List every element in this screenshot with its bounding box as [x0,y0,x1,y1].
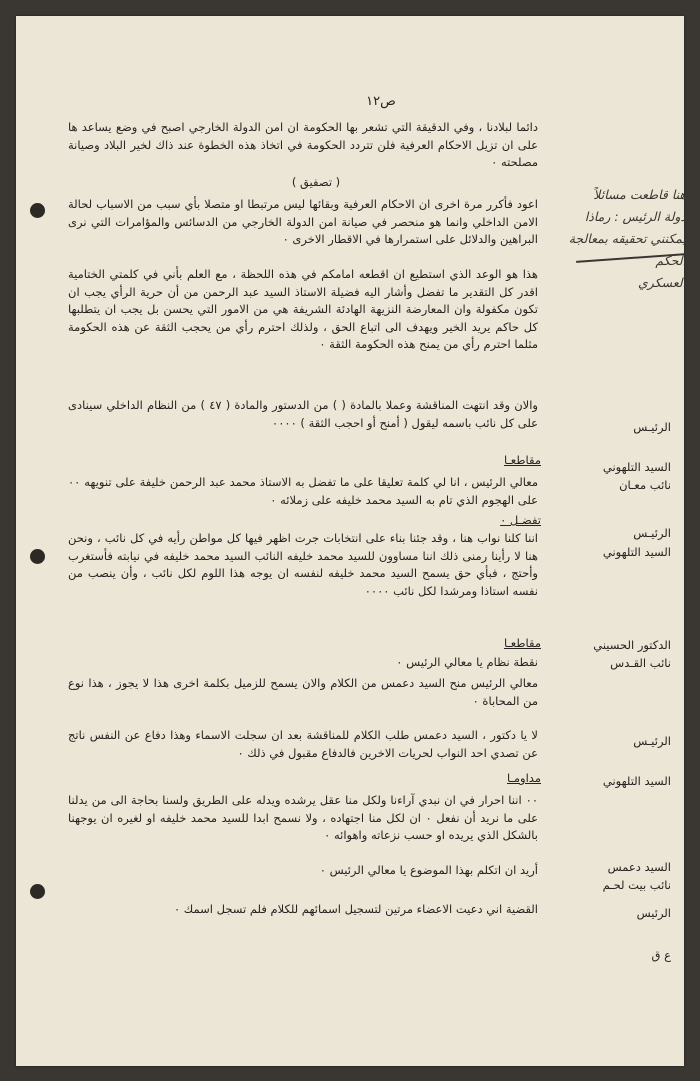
paragraph: أريد ان اتكلم بهذا الموضوع يا معالي الرئيس ٠ [319,863,538,877]
paragraph: لا يا دكتور ، السيد دعمس طلب الكلام للمناقشة بعد ان سجلت الاسماء وهذا دفاع عن النفس ناتج عن تصدي احد النواب لحريات الاخرين فالدفاع مقبول في ذلك ٠ [68,728,538,760]
margin-note-line: دولة الرئيس : رماذا [584,209,686,224]
margin-note-line: هنا قاطعت مسائلاً [593,187,686,202]
paragraph: هذا هو الوعد الذي استطيع ان اقطعه امامكم في هذه اللحظة ، مع العلم بأني في كلمتي الختامية اقدر كل التقدير ما تفضل وأشار اليه فضيلة الاستاذ السيد عبد الرحمن من أن حرية الرأي يجب ان تكون مكفولة وان المعارضة النزيهة الهادئة الشريفة هي من الامور التي يحسن بل يجب ان يتطلبها كل حاكم يريد الخير ويهدف الى اتباع الحق ، ولذلك احترم رأي من يحجب الثقة عن هذه الحكومة مثلما احترم رأي من يمنح هذه الحكومة الثقة ٠ [68,267,538,352]
paragraph: اعود فأكرر مرة اخرى ان الاحكام العرفية وبقائها ليس مرتبطا او متصلا بأي سبب من الاسباب لحالة الامن الداخلي وانما هو منحصر في صيانة امن الدولة الخارجي من الدسائس والمؤامرات التي نرى البراهين والدلائل على استمرارها في الاقطار الاخرى ٠ [68,197,538,247]
margin-note-line: يمكنني تحقيقه بمعالجة الحكم [568,231,686,268]
page-number: ص١٢ [366,94,396,109]
paragraph: القضية اني دعيت الاعضاء مرتين لتسجيل اسمائهم للكلام فلم تسجل اسمك ٠ [173,902,538,916]
speaker-label: الرئيـس [633,526,671,540]
interjection: مقاطعـا [503,453,541,467]
margin-note-line: العسكري [637,275,686,290]
speaker-label [556,458,671,494]
speaker-label: الرئيـس [633,734,671,748]
paragraph: ٠٠ اننا احرار في ان نبدي آراءنا ولكل منا عقل يرشده ويدله على الطريق ولسنا بحاجة الى من يدلنا على ما نريد أن نفعل ٠ ان لكل منا اجتهاده ، ولا نسمح ابدا للسيد محمد خليفه او لغيره ان يوجهنا بالشكل الذي يريده او حسب نزعاته واهوائه ٠ [68,793,538,843]
speaker-name: الدكتور الحسيني [593,638,671,652]
speaker-constituency: نائب القـدس [610,656,671,670]
speaker-label [556,636,671,672]
interjection: مقاطعـا [503,636,541,650]
speaker-name: السيد دعمس [607,860,671,874]
speaker-label: الرئيس [636,906,671,920]
speaker-label: السيد التلهوني [602,545,671,559]
paragraph: معالي الرئيس منح السيد دعمس من الكلام والان يسمح للزميل بكلمة اخرى هذا لا يجوز ، هذا نوع من المحاباة ٠ [68,676,538,708]
interjection: تفضـل ٠ [500,513,541,527]
paragraph: معالي الرئيس ، انا لي كلمة تعليقا على ما تفضل به الاستاذ محمد عبد الرحمن خليفة على تنويهه ٠٠ على الهجوم الذي تام به السيد محمد خليفه على زملائه ٠ [68,475,538,507]
speaker-constituency: نائب معـان [619,478,671,492]
paragraph: والان وقد انتهت المناقشة وعملا بالمادة ( ) من الدستور والمادة ( ٤٧ ) من النظام الداخلي سينادى على كل نائب باسمه ليقول ( أمنح أو احجب الثقة ) ٠٠٠٠ [68,398,538,430]
speaker-name: السيد التلهوني [602,460,671,474]
paragraph: نقطة نظام يا معالي الرئيس ٠ [396,655,538,669]
speaker-label: الرئيـس [633,420,671,434]
applause-note: ( تصفيق ) [291,175,341,189]
speaker-label [556,858,671,894]
page-footer-note: ع ق [651,948,671,962]
paragraph: دائما لبلادنا ، وفي الدقيقة التي تشعر بها الحكومة ان امن الدولة الخارجي اصبح في وضع يساعد ها على ان تزيل الاحكام العرفية فلن تتردد الحكومة في اتخاذ هذه الخطوة عند ذاك لخير البلاد وصيانة مصلحته ٠ [68,120,538,170]
punch-hole [30,203,45,218]
handwritten-margin-note [556,184,686,294]
interjection: مداومـا [507,771,541,785]
punch-hole [30,549,45,564]
speaker-constituency: نائب بيت لحـم [602,878,671,892]
paragraph: اننا كلنا نواب هنا ، وقد جئنا بناء على انتخابات جرت اظهر فيها كل مواطن رأيه في كل نائب ، ونحن هنا لا رأينا رمنى ذلك اننا مساوون للسيد محمد خليفه النائب السيد محمد خليفه في نيابته فأستغرب وأحتج ، فبأي حق يسمح السيد محمد خليفه لنفسه ان يوجه هذا اللوم لكل نائب ، وأن ينصب من نفسه استاذا ومرشدا لكل نائب ٠٠٠٠ [68,531,538,598]
punch-hole [30,884,45,899]
speaker-label: السيد التلهوني [602,774,671,788]
document-page [16,16,684,1066]
